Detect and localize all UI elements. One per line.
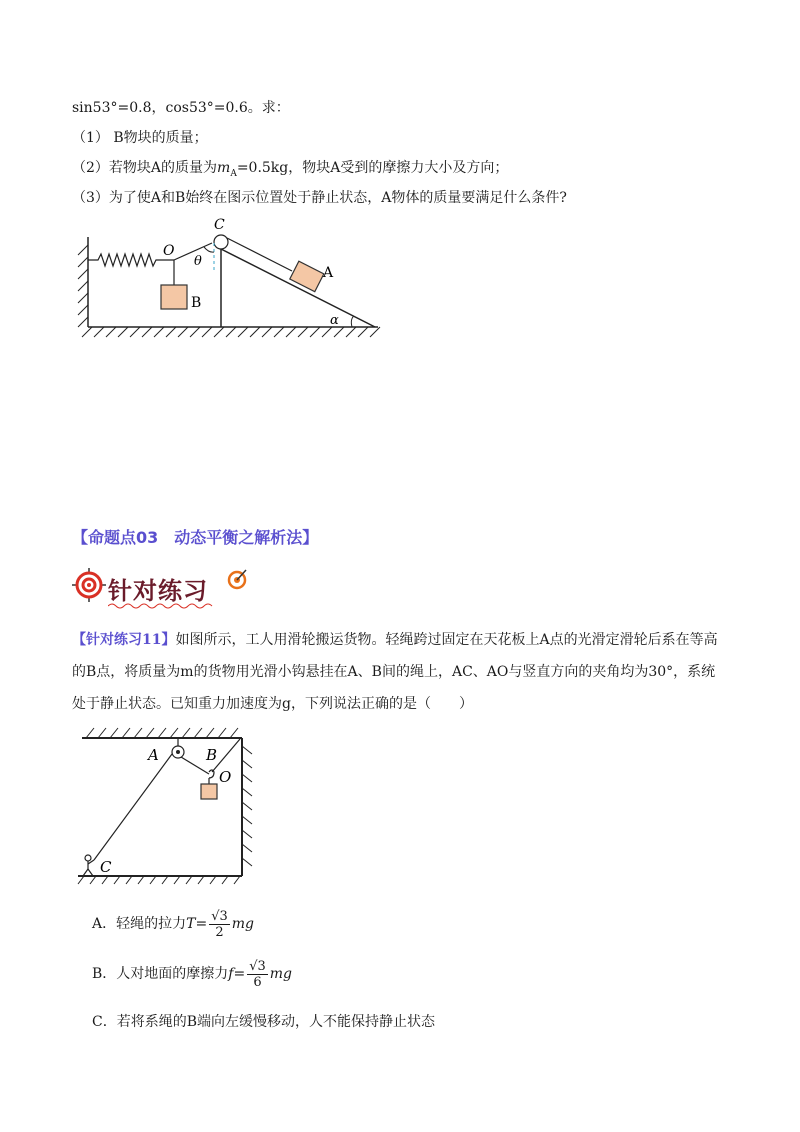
label-alpha: α (330, 313, 339, 328)
block-b (161, 285, 187, 309)
problem2-line2: 的B点，将质量为m的货物用光滑小钩悬挂在A、B间的绳上，AC、AO与竖直方向的夹角均为30°，系统 (72, 664, 716, 680)
label-theta: θ (194, 254, 202, 269)
rope-ca (227, 238, 292, 271)
label-o: O (163, 243, 175, 259)
label-a: A (323, 265, 334, 281)
question-1: （1） B物块的质量； (72, 130, 208, 146)
cargo-block (201, 784, 217, 799)
spring (88, 254, 174, 266)
incline-surface (221, 249, 375, 327)
ceiling-hatching (86, 728, 238, 738)
dart-icon (226, 568, 248, 590)
floor-hatching (78, 876, 240, 884)
pulley-c (214, 235, 228, 249)
rope-oc (174, 243, 212, 260)
label-b: B (206, 746, 218, 764)
question-3: （3）为了使A和B始终在图示位置处于静止状态，A物体的质量要满足什么条件? (72, 190, 567, 206)
given-values: sin53°=0.8，cos53°=0.6。求： (72, 100, 290, 116)
problem2-line1: 【针对练习11】如图所示，工人用滑轮搬运货物。轻绳跨过固定在天花板上A点的光滑定滑轮后系在等高 (72, 632, 718, 648)
ground-hatching (82, 327, 380, 337)
hook-o (209, 770, 214, 778)
section-heading: 【命题点03 动态平衡之解析法】 (72, 528, 319, 547)
banner-title: 针对练习 (108, 577, 208, 605)
label-c: C (100, 858, 112, 876)
label-a: A (148, 746, 159, 764)
label-b: B (191, 295, 202, 311)
pulley-figure (76, 726, 256, 886)
problem2-line3: 处于静止状态。已知重力加速度为g，下列说法正确的是（ ） (72, 696, 473, 712)
alpha-arc (351, 316, 354, 327)
question-2: （2）若物块A的质量为$m_A=0.5kg$，物块A受到的摩擦力大小及方向； (72, 160, 509, 179)
left-wall-hatching (78, 245, 88, 327)
rope-ao (181, 757, 209, 774)
problem2-tag: 【针对练习11】 (72, 632, 176, 648)
theta-arc (204, 247, 214, 252)
fraction-a: $\frac{√3}{2}$ (211, 908, 228, 940)
fraction-b: $\frac{√3}{6}$ (249, 958, 266, 990)
incline-figure (70, 215, 390, 345)
target-icon (72, 568, 106, 602)
right-wall-hatching (242, 746, 252, 866)
option-b: B．人对地面的摩擦力f= $\frac{√3}{6}$ mg (92, 958, 293, 990)
banner-underline (108, 602, 218, 610)
label-c: C (214, 217, 225, 233)
option-a: A．轻绳的拉力T= $\frac{√3}{2}$ mg (92, 908, 255, 940)
worker-figure (83, 855, 94, 876)
rope-ac (94, 754, 172, 860)
label-o: O (219, 768, 232, 786)
option-c: C．若将系绳的B端向左缓慢移动，人不能保持静止状态 (92, 1014, 435, 1030)
